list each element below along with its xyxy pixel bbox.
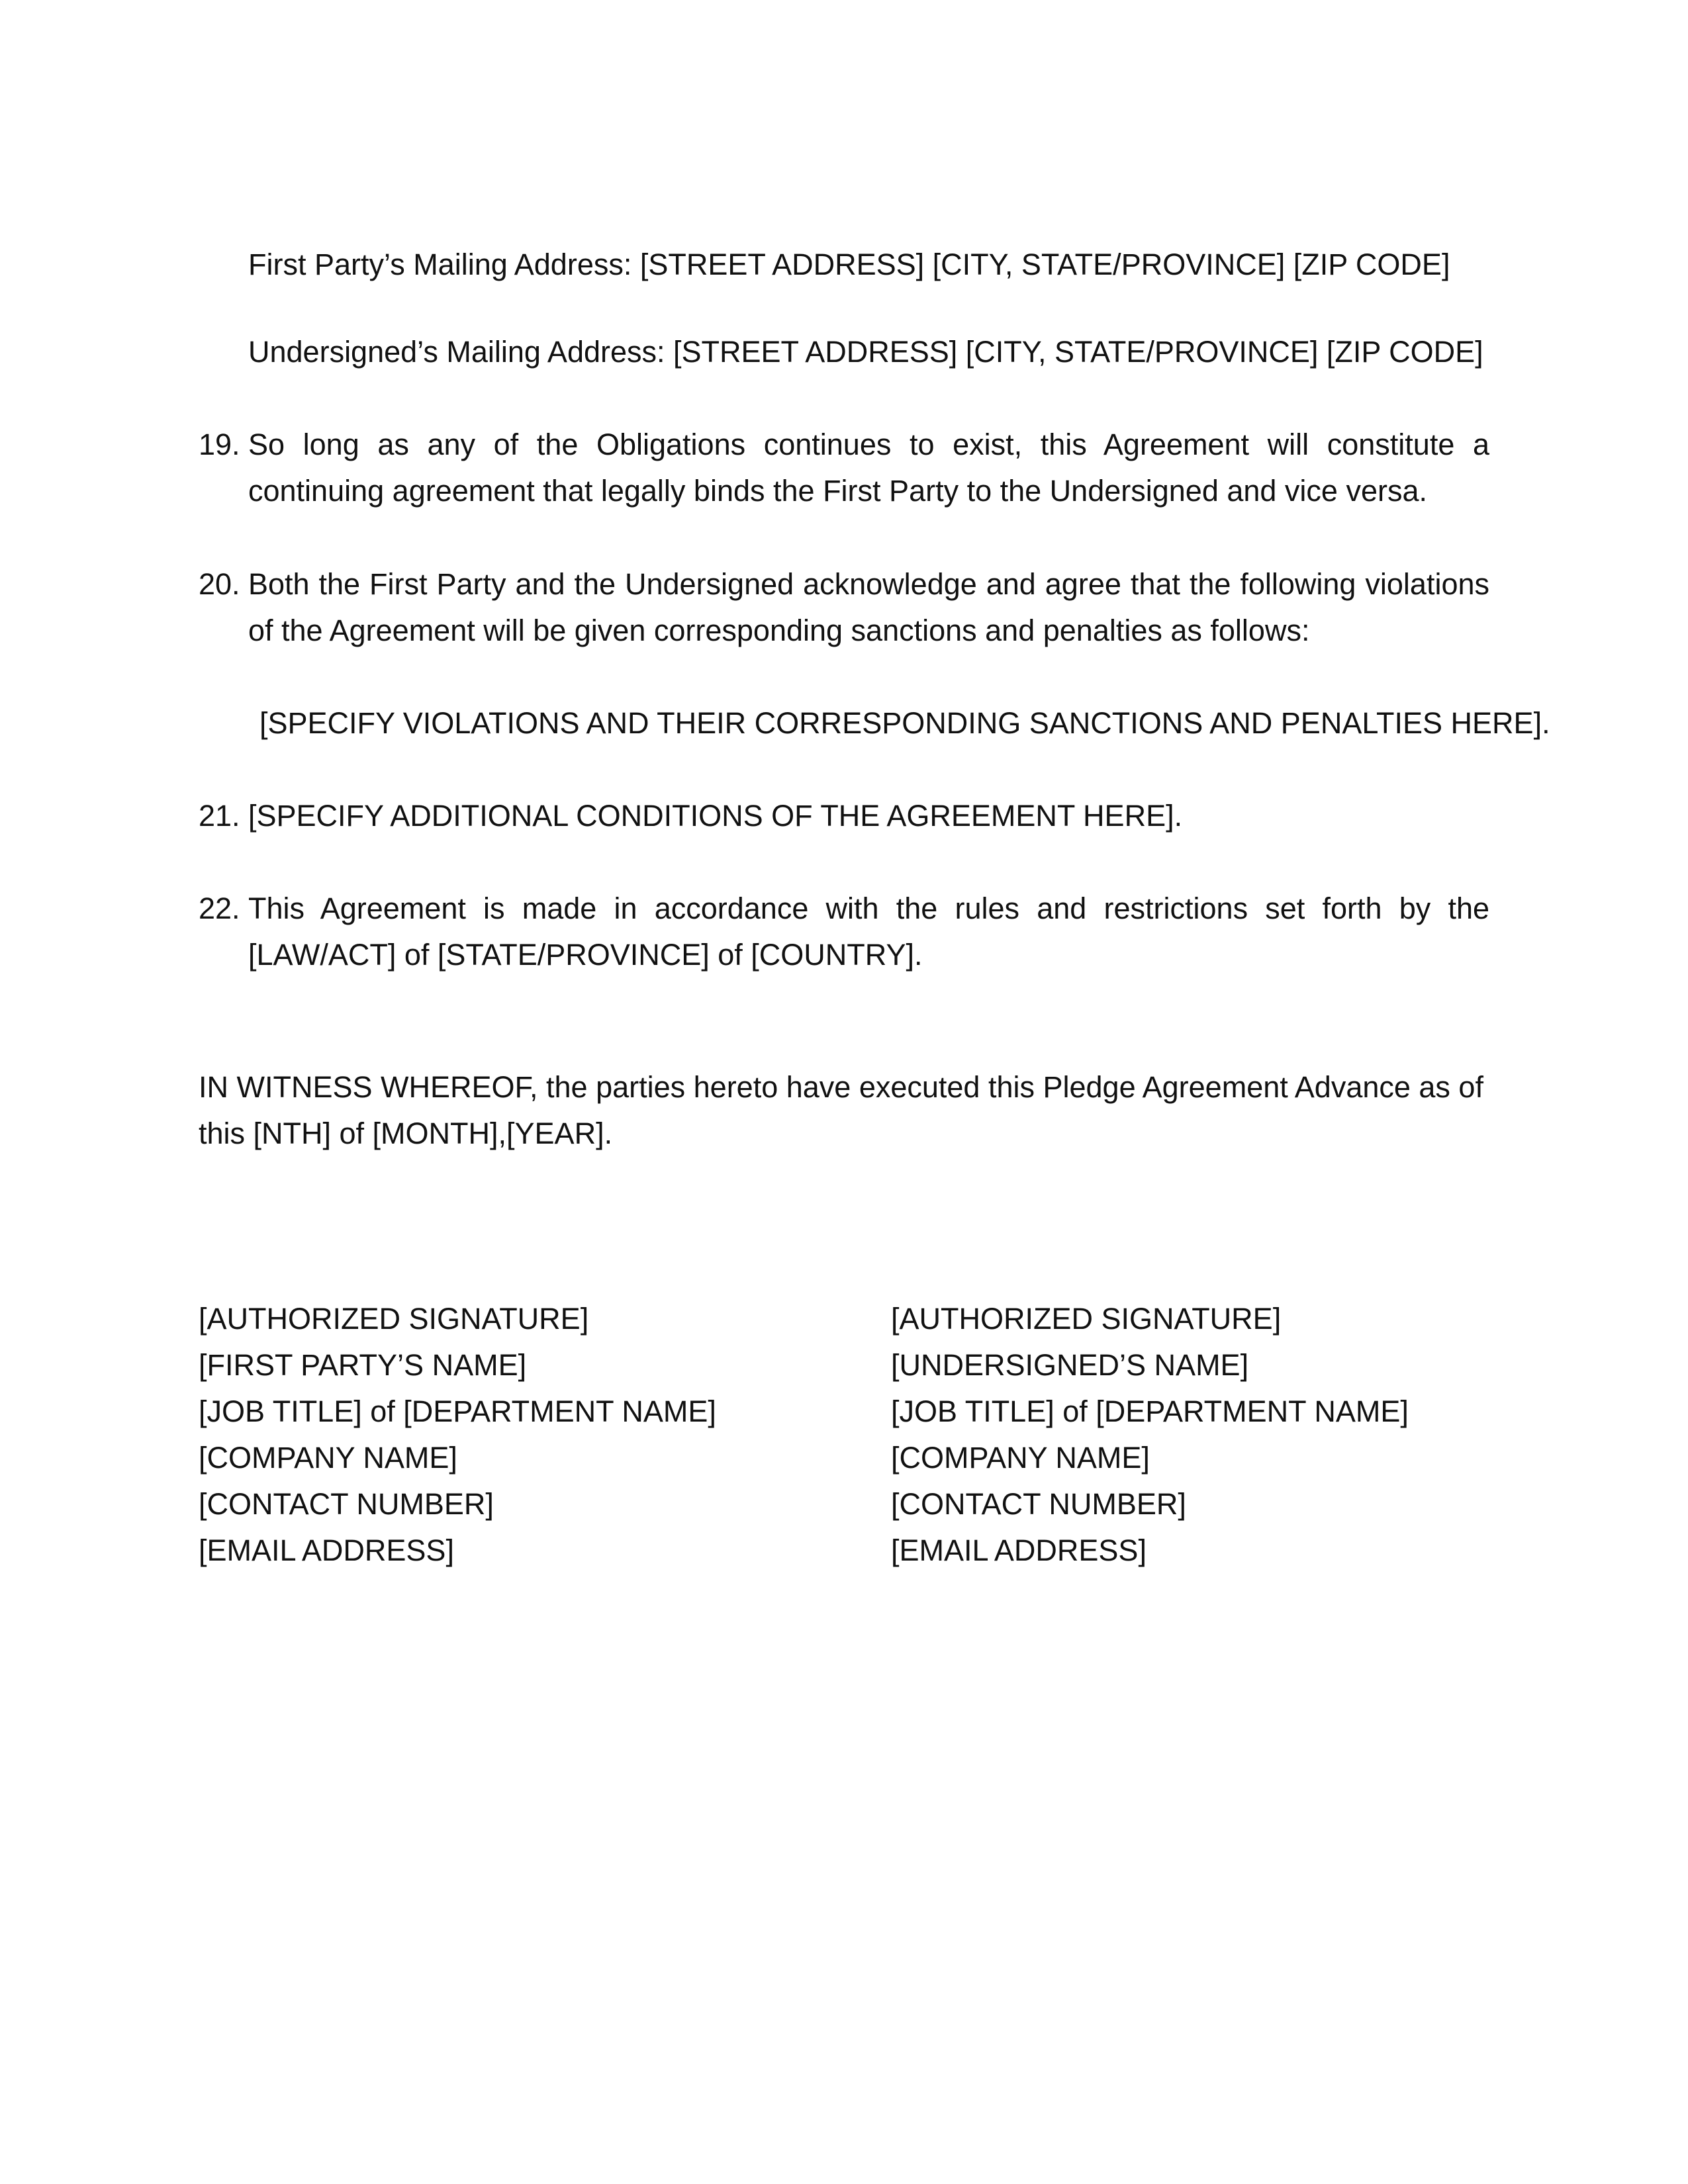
clause-21-line-1: [SPECIFY ADDITIONAL CONDITIONS OF THE AGREEMENT HERE]. [248, 799, 1183, 833]
undersigned-email-address: [EMAIL ADDRESS] [891, 1533, 1147, 1567]
clause-20-violations-placeholder: [SPECIFY VIOLATIONS AND THEIR CORRESPONDING SANCTIONS AND PENALTIES HERE]. [259, 706, 1550, 740]
clause-22-line-2: [LAW/ACT] of [STATE/PROVINCE] of [COUNTRY]. [248, 938, 923, 972]
clause-19-text [248, 422, 1489, 514]
undersigned-authorized-signature: [AUTHORIZED SIGNATURE] [891, 1302, 1282, 1336]
undersigned-contact-number: [CONTACT NUMBER] [891, 1487, 1186, 1521]
clause-21-number: 21. [199, 799, 240, 833]
witness-line-2: this [NTH] of [MONTH],[YEAR]. [199, 1116, 613, 1150]
witness-statement [199, 1064, 1489, 1157]
clause-20-text [248, 561, 1489, 654]
first-party-mailing-address: First Party’s Mailing Address: [STREET ADDRESS] [CITY, STATE/PROVINCE] [ZIP CODE] [248, 248, 1450, 281]
undersigned-job-title: [JOB TITLE] of [DEPARTMENT NAME] [891, 1394, 1409, 1428]
first-party-email-address: [EMAIL ADDRESS] [199, 1533, 454, 1567]
clause-19-number: 19. [199, 428, 240, 461]
first-party-job-title: [JOB TITLE] of [DEPARTMENT NAME] [199, 1394, 716, 1428]
first-party-contact-number: [CONTACT NUMBER] [199, 1487, 494, 1521]
undersigned-company-name: [COMPANY NAME] [891, 1441, 1150, 1475]
clause-22-text [248, 886, 1489, 978]
undersigned-mailing-address: Undersigned’s Mailing Address: [STREET ADDRESS] [CITY, STATE/PROVINCE] [ZIP CODE] [248, 335, 1483, 369]
first-party-name: [FIRST PARTY’S NAME] [199, 1348, 527, 1382]
clause-20-line-2: of the Agreement will be given corresponding sanctions and penalties as follows: [248, 614, 1310, 647]
clause-22-number: 22. [199, 891, 240, 925]
clause-22-line-1: This Agreement is made in accordance with the rules and restrictions set forth by the [248, 891, 1489, 925]
first-party-company-name: [COMPANY NAME] [199, 1441, 457, 1475]
clause-19-line-2: continuing agreement that legally binds the First Party to the Undersigned and vice versa. [248, 474, 1427, 508]
clause-21-text [248, 793, 1489, 839]
first-party-authorized-signature: [AUTHORIZED SIGNATURE] [199, 1302, 589, 1336]
clause-20-number: 20. [199, 567, 240, 601]
undersigned-signature-block [891, 1296, 1409, 1574]
undersigned-name: [UNDERSIGNED’S NAME] [891, 1348, 1249, 1382]
first-party-signature-block [199, 1296, 716, 1574]
clause-19-line-1: So long as any of the Obligations continues to exist, this Agreement will constitute a [248, 428, 1489, 461]
clause-20-line-1: Both the First Party and the Undersigned acknowledge and agree that the following violations [248, 567, 1489, 601]
witness-line-1: IN WITNESS WHEREOF, the parties hereto have executed this Pledge Agreement Advance as of [199, 1070, 1483, 1104]
